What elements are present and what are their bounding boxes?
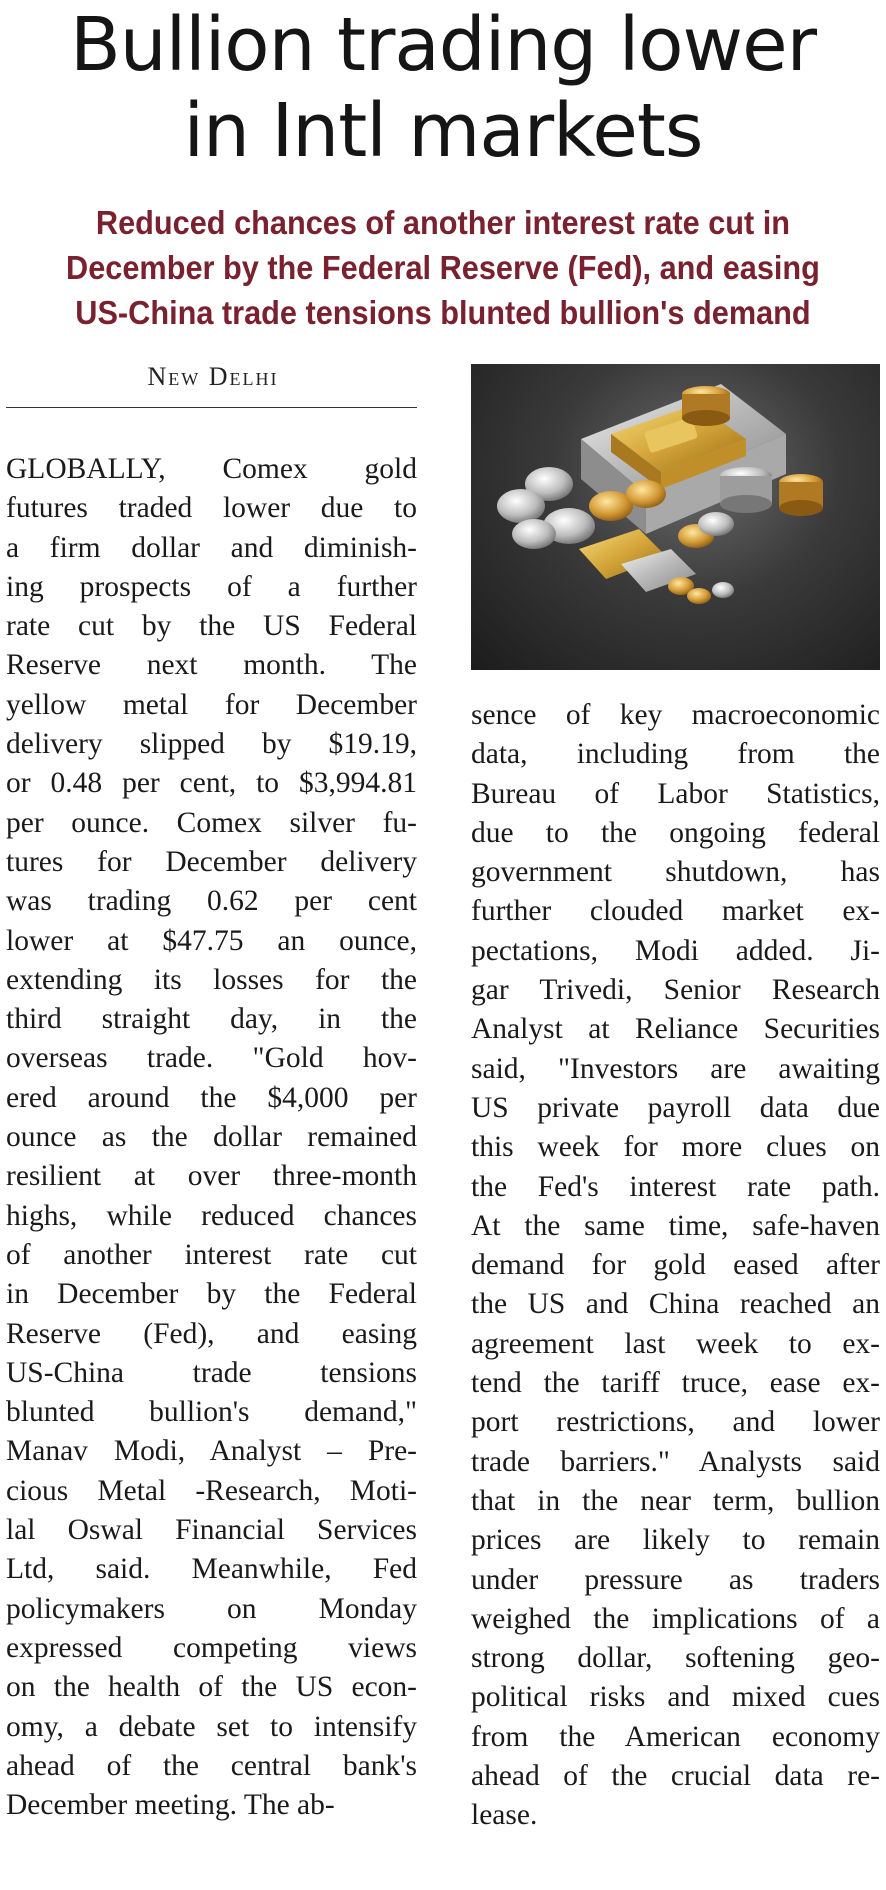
body-text-line: yellow metal for December <box>6 688 417 721</box>
headline-line: Bullion trading lower <box>69 2 817 88</box>
body-text-line: that in the near term, bullion <box>471 1484 880 1517</box>
body-text-line: pectations, Modi added. Ji- <box>471 934 880 967</box>
body-text-line: further clouded market ex- <box>471 895 880 928</box>
body-text-line: third straight day, in the <box>6 1003 417 1036</box>
body-text-line: GLOBALLY, Comex gold <box>6 453 417 485</box>
body-text-line: data, including from the <box>471 738 880 771</box>
body-text-line: expressed competing views <box>6 1631 417 1664</box>
body-text-line: per ounce. Comex silver fu- <box>6 806 417 839</box>
body-text-line: futures traded lower due to <box>6 492 417 525</box>
deck-line: December by the Federal Reserve (Fed), and easing <box>66 249 820 286</box>
bullion-photo <box>471 364 880 670</box>
body-text-line: Bureau of Labor Statistics, <box>471 777 880 810</box>
body-text-line: was trading 0.62 per cent <box>6 885 417 918</box>
body-text-line: cious Metal -Research, Moti- <box>6 1474 417 1507</box>
body-text-line: ahead of the central bank's <box>6 1749 417 1782</box>
body-text-line: resilient at over three-month <box>6 1160 417 1193</box>
body-text-line: Reserve (Fed), and easing <box>6 1317 417 1350</box>
body-text-line: or 0.48 per cent, to $3,994.81 <box>6 767 417 800</box>
headline <box>0 0 886 174</box>
body-text-line: highs, while reduced chances <box>6 1199 417 1232</box>
body-text-line: under pressure as traders <box>471 1563 880 1596</box>
body-text-line: lease. <box>471 1799 538 1832</box>
body-text-line: due to the ongoing federal <box>471 816 880 849</box>
body-text-line: in December by the Federal <box>6 1278 417 1311</box>
dateline-rule <box>6 407 417 408</box>
body-text-line: rate cut by the US Federal <box>6 610 417 643</box>
body-text-line: omy, a debate set to intensify <box>6 1710 417 1743</box>
body-text-line: US private payroll data due <box>471 1091 880 1124</box>
headline-line: in Intl markets <box>183 88 703 174</box>
body-text-line: weighed the implications of a <box>471 1602 880 1635</box>
body-text-line: Manav Modi, Analyst – Pre- <box>6 1435 417 1468</box>
body-text-line: tend the tariff truce, ease ex- <box>471 1367 880 1400</box>
body-text-line: prices are likely to remain <box>471 1524 880 1557</box>
body-text-line: gar Trivedi, Senior Research <box>471 974 880 1007</box>
bullion-photo-icon <box>471 364 880 670</box>
body-text-line: strong dollar, softening geo- <box>471 1642 880 1675</box>
body-text-line: of another interest rate cut <box>6 1238 417 1271</box>
body-text-line: Analyst at Reliance Securities <box>471 1013 880 1046</box>
body-text-line: ered around the $4,000 per <box>6 1081 417 1114</box>
body-text-line: December meeting. The ab- <box>6 1789 335 1822</box>
body-text-line: extending its losses for the <box>6 963 417 996</box>
body-text-line: on the health of the US econ- <box>6 1671 417 1704</box>
body-text-line: trade barriers." Analysts said <box>471 1445 880 1478</box>
body-text-line: lal Oswal Financial Services <box>6 1514 417 1547</box>
deck-line: Reduced chances of another interest rate cut in <box>95 204 791 241</box>
body-text-line: delivery slipped by $19.19, <box>6 728 417 761</box>
body-text-line: sence of key macroeconomic <box>471 699 880 731</box>
body-text-line: government shutdown, has <box>471 856 880 889</box>
body-text-line: ounce as the dollar remained <box>6 1121 417 1154</box>
body-text-line: lower at $47.75 an ounce, <box>6 924 417 957</box>
body-text-line: said, "Investors are awaiting <box>471 1052 880 1085</box>
body-text-line: a firm dollar and diminish- <box>6 531 417 564</box>
body-text-line: the Fed's interest rate path. <box>471 1170 880 1203</box>
body-text-line: port restrictions, and lower <box>471 1406 880 1439</box>
body-text-line: ing prospects of a further <box>6 570 417 603</box>
body-text-line: policymakers on Monday <box>6 1592 417 1625</box>
body-text-line: Reserve next month. The <box>6 649 417 682</box>
body-text-line: ahead of the crucial data re- <box>471 1760 880 1793</box>
deck-subheadline <box>40 200 845 335</box>
body-text-line: from the American economy <box>471 1720 880 1753</box>
deck-line: US-China trade tensions blunted bullion's demand <box>75 294 811 331</box>
body-text-line: demand for gold eased after <box>471 1249 880 1282</box>
article-column-1 <box>6 450 417 1825</box>
body-text-line: overseas trade. "Gold hov- <box>6 1042 417 1075</box>
article-column-2 <box>471 696 880 1836</box>
body-text-line: agreement last week to ex- <box>471 1327 880 1360</box>
body-text-line: blunted bullion's demand," <box>6 1396 417 1429</box>
body-text-line: the US and China reached an <box>471 1288 880 1321</box>
body-text-line: tures for December delivery <box>6 845 417 878</box>
body-text-line: political risks and mixed cues <box>471 1681 880 1714</box>
body-text-line: this week for more clues on <box>471 1131 880 1164</box>
dateline: New Delhi <box>147 362 279 391</box>
body-text-line: Ltd, said. Meanwhile, Fed <box>6 1553 417 1586</box>
body-text-line: US-China trade tensions <box>6 1356 417 1389</box>
body-text-line: At the same time, safe-haven <box>471 1209 880 1242</box>
